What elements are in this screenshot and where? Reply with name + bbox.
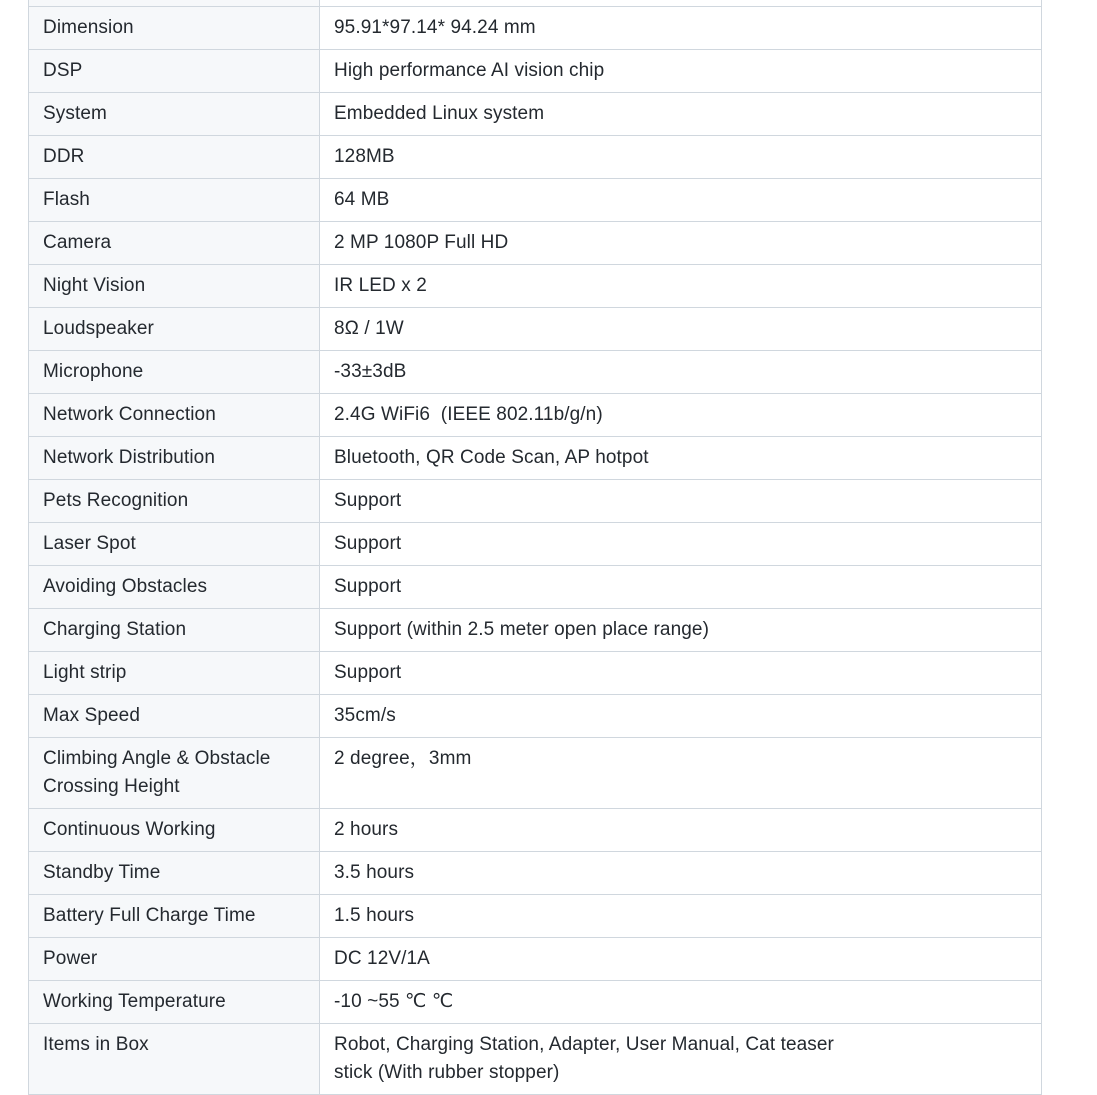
spec-label-cell	[29, 566, 320, 609]
table-row	[29, 179, 1042, 222]
spec-label: Battery Full Charge Time	[43, 905, 256, 926]
spec-value-cell	[320, 895, 1042, 938]
table-row	[29, 981, 1042, 1024]
spec-label: Continuous Working	[43, 819, 216, 840]
spec-label-cell	[29, 394, 320, 437]
spec-value: IR LED x 2	[334, 275, 427, 296]
spec-value-cell	[320, 938, 1042, 981]
spec-value: DC 12V/1A	[334, 948, 430, 969]
spec-label: Flash	[43, 189, 90, 210]
spec-value: 2 MP 1080P Full HD	[334, 232, 509, 253]
table-row	[29, 652, 1042, 695]
spec-value-cell	[320, 351, 1042, 394]
spec-label-cell	[29, 738, 320, 809]
spec-value-cell	[320, 738, 1042, 809]
spec-label-cell	[29, 609, 320, 652]
spec-value-cell	[320, 523, 1042, 566]
spec-value-cell	[320, 1024, 1042, 1095]
spec-label: Laser Spot	[43, 533, 136, 554]
spec-value-cell	[320, 981, 1042, 1024]
table-row	[29, 566, 1042, 609]
spec-label: Network Connection	[43, 404, 216, 425]
spec-value-cell	[320, 136, 1042, 179]
table-row	[29, 50, 1042, 93]
table-row	[29, 308, 1042, 351]
spec-value: -10 ~55 ℃ ℃	[334, 991, 454, 1012]
spec-value-cell	[320, 265, 1042, 308]
spec-value: Bluetooth, QR Code Scan, AP hotpot	[334, 447, 649, 468]
spec-label: Loudspeaker	[43, 318, 154, 339]
table-row	[29, 394, 1042, 437]
spec-label-cell	[29, 895, 320, 938]
spec-value: 3.5 hours	[334, 862, 415, 883]
spec-label: Charging Station	[43, 619, 187, 640]
spec-value: High performance AI vision chip	[334, 60, 605, 81]
spec-label: Microphone	[43, 361, 144, 382]
spec-value-cell	[320, 394, 1042, 437]
spec-label-cell	[29, 480, 320, 523]
spec-label-cell	[29, 1024, 320, 1095]
table-row	[29, 136, 1042, 179]
spec-value: Support	[334, 533, 402, 554]
table-row	[29, 895, 1042, 938]
spec-value-cell	[320, 50, 1042, 93]
spec-value: Robot, Charging Station, Adapter, User Manual, Cat teaser stick (With rubber stopper)	[334, 1034, 840, 1083]
table-row	[29, 7, 1042, 50]
spec-value: 128MB	[334, 146, 395, 167]
spec-label-cell	[29, 50, 320, 93]
spec-value: 2 hours	[334, 819, 399, 840]
spec-value-cell	[320, 566, 1042, 609]
table-row	[29, 480, 1042, 523]
spec-label-cell	[29, 523, 320, 566]
spec-value: Support (within 2.5 meter open place range)	[334, 619, 710, 640]
table-row	[29, 695, 1042, 738]
table-row	[29, 809, 1042, 852]
table-row	[29, 222, 1042, 265]
table-row	[29, 852, 1042, 895]
spec-value-cell	[320, 652, 1042, 695]
spec-table-body	[29, 0, 1042, 1095]
spec-value: 2.4G WiFi6 (IEEE 802.11b/g/n)	[334, 404, 603, 425]
table-row	[29, 1024, 1042, 1095]
spec-value-cell	[320, 437, 1042, 480]
spec-label-cell	[29, 93, 320, 136]
spec-label-cell	[29, 852, 320, 895]
spec-label-cell	[29, 981, 320, 1024]
spec-label: Standby Time	[43, 862, 161, 883]
spec-label-cell	[29, 695, 320, 738]
spec-table	[28, 0, 1042, 1095]
table-row	[29, 738, 1042, 809]
spec-label-cell	[29, 265, 320, 308]
table-row	[29, 437, 1042, 480]
spec-label-cell	[29, 652, 320, 695]
spec-label: Light strip	[43, 662, 127, 683]
spec-label: Working Temperature	[43, 991, 226, 1012]
spec-value-cell	[320, 609, 1042, 652]
spec-value: Support	[334, 490, 402, 511]
spec-value-cell	[320, 480, 1042, 523]
spec-label: Night Vision	[43, 275, 146, 296]
spec-value-cell	[320, 222, 1042, 265]
spec-value: Support	[334, 662, 402, 683]
spec-label-cell	[29, 222, 320, 265]
spec-label: Dimension	[43, 17, 134, 38]
spec-value: 1.5 hours	[334, 905, 415, 926]
spec-value: -33±3dB	[334, 361, 407, 382]
spec-value: 64 MB	[334, 189, 390, 210]
spec-label: DDR	[43, 146, 85, 167]
spec-value-cell	[320, 93, 1042, 136]
spec-label: Power	[43, 948, 98, 969]
spec-label: Items in Box	[43, 1034, 149, 1055]
table-row	[29, 938, 1042, 981]
table-row	[29, 351, 1042, 394]
spec-value: 2 degree，3mm	[334, 748, 472, 769]
spec-value: Embedded Linux system	[334, 103, 545, 124]
table-row	[29, 93, 1042, 136]
spec-value: 95.91*97.14* 94.24 mm	[334, 17, 536, 38]
spec-label: Pets Recognition	[43, 490, 189, 511]
spec-value: 8Ω / 1W	[334, 318, 404, 339]
spec-label-cell	[29, 351, 320, 394]
spec-label-cell	[29, 809, 320, 852]
spec-value: 35cm/s	[334, 705, 396, 726]
spec-label: Network Distribution	[43, 447, 215, 468]
spec-label: System	[43, 103, 107, 124]
spec-label: DSP	[43, 60, 83, 81]
spec-label: Camera	[43, 232, 112, 253]
spec-value-cell	[320, 809, 1042, 852]
table-row	[29, 265, 1042, 308]
spec-label-cell	[29, 938, 320, 981]
spec-label-cell	[29, 7, 320, 50]
spec-label: Avoiding Obstacles	[43, 576, 208, 597]
spec-label-cell	[29, 136, 320, 179]
spec-label-cell	[29, 179, 320, 222]
spec-value-cell	[320, 7, 1042, 50]
spec-value: Support	[334, 576, 402, 597]
spec-label-cell	[29, 308, 320, 351]
spec-label-cell	[29, 437, 320, 480]
spec-label: Climbing Angle & Obstacle Crossing Height	[43, 748, 276, 797]
spec-value-cell	[320, 308, 1042, 351]
spec-value-cell	[320, 695, 1042, 738]
spec-value-cell	[320, 852, 1042, 895]
table-row	[29, 523, 1042, 566]
spec-label: Max Speed	[43, 705, 141, 726]
table-row	[29, 609, 1042, 652]
spec-value-cell	[320, 179, 1042, 222]
